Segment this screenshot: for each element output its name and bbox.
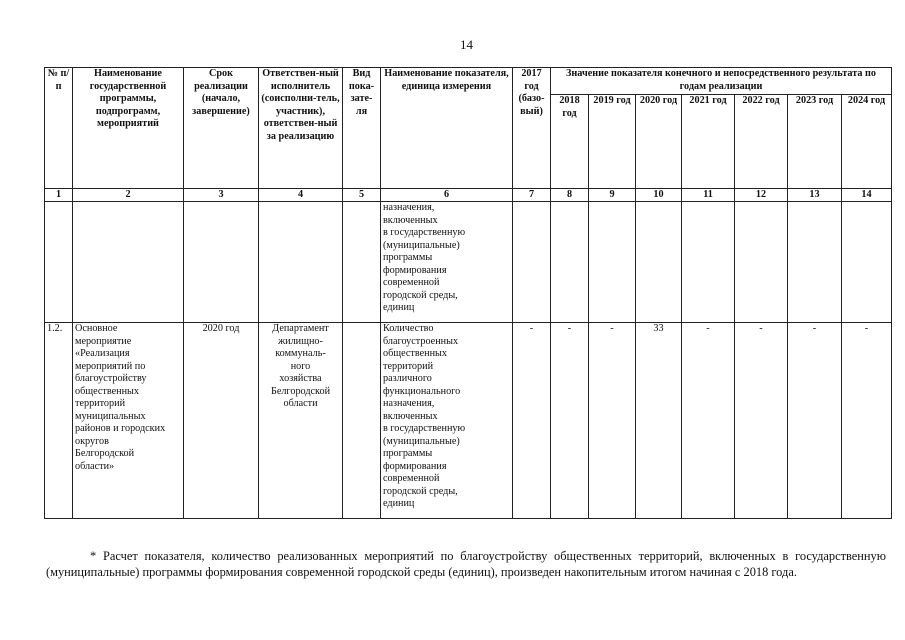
- column-number: 9: [589, 189, 636, 202]
- header-executor: Ответствен-ный исполнитель (соисполни-тель, участник), ответствен-ный за реализацию: [259, 68, 343, 189]
- indicators-table: [44, 67, 892, 519]
- footnote: [46, 549, 886, 580]
- column-number: 13: [788, 189, 842, 202]
- header-year-2021: 2021 год: [682, 95, 735, 189]
- column-number: 1: [45, 189, 73, 202]
- table-row-1-2: [45, 323, 892, 519]
- cell-empty: [45, 202, 73, 323]
- column-number: 11: [682, 189, 735, 202]
- cell-value-2017: -: [513, 323, 551, 519]
- header-base-year: 2017 год (базо-вый): [513, 68, 551, 189]
- cell-value-2021: -: [682, 323, 735, 519]
- cell-value-2022: -: [735, 323, 788, 519]
- cell-indicator-continuation: назначения, включенных в государственную (муниципальные) программы формирования современной городской среды, единиц: [381, 202, 513, 323]
- header-num: № п/п: [45, 68, 73, 189]
- cell-row-number: 1.2.: [45, 323, 73, 519]
- cell-program-name: Основное мероприятие «Реализация мероприятий по благоустройству общественных территорий муниципальных районов и городских округов Белгородской области»: [73, 323, 184, 519]
- column-number: 3: [184, 189, 259, 202]
- cell-value-2020: 33: [636, 323, 682, 519]
- column-number: 10: [636, 189, 682, 202]
- cell-indicator-name: Количество благоустроенных общественных территорий различного функционального назначения, включенных в государственную (муниципальные) программы формирования современной городской среды, единиц: [381, 323, 513, 519]
- header-values-group: Значение показателя конечного и непосредственного результата по годам реализации: [551, 68, 892, 95]
- header-year-2023: 2023 год: [788, 95, 842, 189]
- header-row-top: [45, 68, 892, 95]
- column-number: 14: [842, 189, 892, 202]
- header-year-2022: 2022 год: [735, 95, 788, 189]
- cell-value-2024: -: [842, 323, 892, 519]
- column-number: 2: [73, 189, 184, 202]
- column-number: 12: [735, 189, 788, 202]
- column-numbers-row: [45, 189, 892, 202]
- cell-empty: [682, 202, 735, 323]
- cell-value-2018: -: [551, 323, 589, 519]
- cell-empty: [343, 202, 381, 323]
- column-number: 7: [513, 189, 551, 202]
- header-year-2020: 2020 год: [636, 95, 682, 189]
- column-number: 8: [551, 189, 589, 202]
- header-program-name: Наименование государственной программы, подпрограмм, мероприятий: [73, 68, 184, 189]
- column-number: 6: [381, 189, 513, 202]
- cell-empty: [184, 202, 259, 323]
- header-indicator-type: Вид пока-зате-ля: [343, 68, 381, 189]
- cell-empty: [842, 202, 892, 323]
- cell-indicator-type: [343, 323, 381, 519]
- cell-empty: [735, 202, 788, 323]
- column-number: 4: [259, 189, 343, 202]
- header-period: Срок реализации (начало, завершение): [184, 68, 259, 189]
- header-year-2024: 2024 год: [842, 95, 892, 189]
- cell-executor: Департамент жилищно- коммуналь- ного хозяйства Белгородской области: [259, 323, 343, 519]
- cell-empty: [551, 202, 589, 323]
- cell-value-2023: -: [788, 323, 842, 519]
- cell-empty: [589, 202, 636, 323]
- cell-empty: [788, 202, 842, 323]
- header-year-2018: 2018 год: [551, 95, 589, 189]
- cell-empty: [259, 202, 343, 323]
- footnote-text: * Расчет показателя, количество реализованных мероприятий по благоустройству общественных территорий, включенных в государственную (муниципальные) программы формирования современной городской среды (единиц), произведен накопительным итогом начиная с 2018 года.: [46, 549, 886, 579]
- cell-empty: [513, 202, 551, 323]
- cell-period: 2020 год: [184, 323, 259, 519]
- header-indicator-name: Наименование показателя, единица измерения: [381, 68, 513, 189]
- header-year-2019: 2019 год: [589, 95, 636, 189]
- page-number: 14: [460, 37, 473, 52]
- column-number: 5: [343, 189, 381, 202]
- cell-empty: [73, 202, 184, 323]
- table-row-continuation: [45, 202, 892, 323]
- cell-value-2019: -: [589, 323, 636, 519]
- cell-empty: [636, 202, 682, 323]
